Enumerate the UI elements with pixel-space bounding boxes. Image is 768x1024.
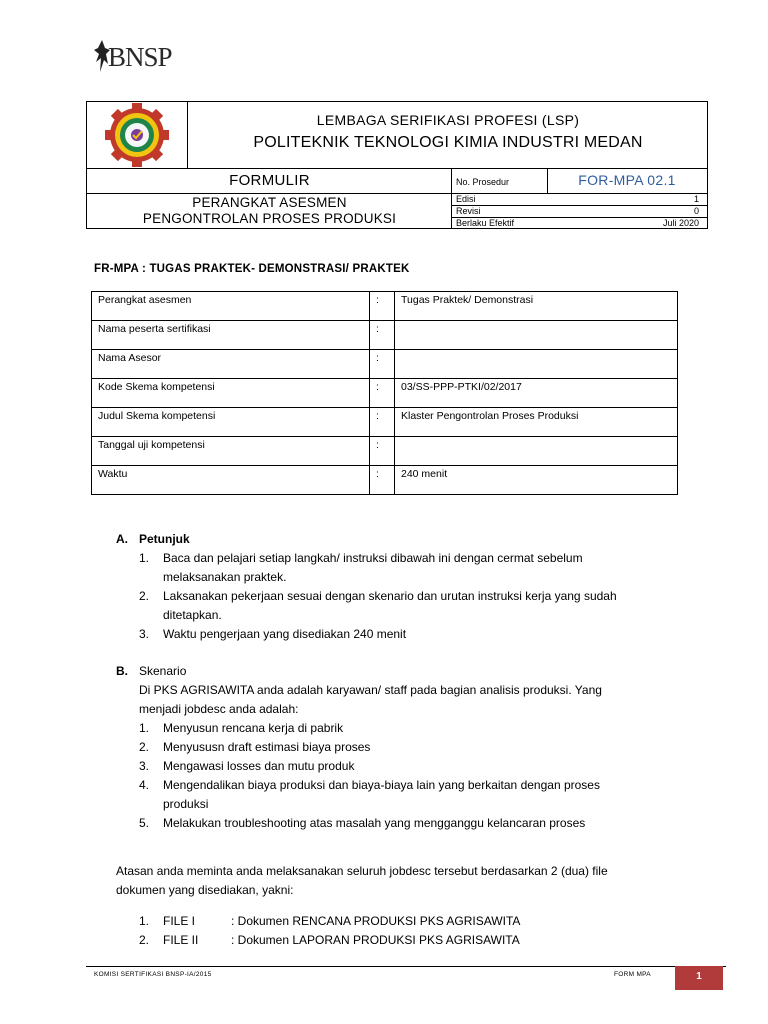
file-desc: : Dokumen RENCANA PRODUKSI PKS AGRISAWITA — [231, 914, 521, 928]
info-value — [395, 321, 678, 350]
doc-title-line2: PENGONTROLAN PROSES PRODUKSI — [142, 211, 397, 226]
page-number: 1 — [675, 966, 723, 990]
info-label: Nama Asesor — [92, 350, 370, 379]
section-b-title: Skenario — [139, 664, 187, 678]
info-value — [395, 350, 678, 379]
doc-title — [87, 195, 452, 227]
section-a-letter: A. — [116, 532, 128, 546]
list-item: 1. Baca dan pelajari setiap langkah/ instruksi dibawah ini dengan cermat sebelum melaksanakan praktek. — [139, 551, 583, 584]
file-name: FILE II — [163, 933, 199, 947]
info-value — [395, 437, 678, 466]
table-row — [92, 350, 678, 379]
form-title: FR-MPA : TUGAS PRAKTEK- DEMONSTRASI/ PRAKTEK — [94, 263, 410, 275]
meta-label-berlaku: Berlaku Efektif — [456, 218, 515, 228]
lsp-title: LEMBAGA SERIFIKASI PROFESI (LSP) — [316, 112, 580, 128]
info-label: Nama peserta sertifikasi — [92, 321, 370, 350]
table-row — [92, 379, 678, 408]
footer-left-text: KOMISI SERTIFIKASI BNSP-IA/2015 — [94, 971, 212, 978]
info-separator: : — [370, 379, 395, 408]
bnsp-logo-text: BNSP — [108, 42, 172, 72]
list-item: 3. Mengawasi losses dan mutu produk — [139, 759, 355, 773]
list-item: 2. Laksanakan pekerjaan sesuai dengan skenario dan urutan instruksi kerja yang sudah ditetapkan. — [139, 589, 617, 622]
list-item: 3. Waktu pengerjaan yang disediakan 240 menit — [139, 627, 407, 641]
files-list — [139, 912, 699, 950]
info-value: 240 menit — [395, 466, 678, 495]
lsp-logo — [87, 102, 188, 168]
table-row — [92, 408, 678, 437]
skenario-intro: Di PKS AGRISAWITA anda adalah karyawan/ staff pada bagian analisis produksi. Yang menjadi jobdesc anda adalah: — [139, 683, 602, 716]
meta-label-revisi: Revisi — [456, 206, 481, 216]
document-header — [86, 101, 708, 229]
info-separator: : — [370, 408, 395, 437]
info-value: Tugas Praktek/ Demonstrasi — [395, 292, 678, 321]
info-label: Perangkat asesmen — [92, 292, 370, 321]
procedure-label: No. Prosedur — [456, 177, 510, 187]
skenario-list — [139, 719, 699, 833]
info-separator: : — [370, 321, 395, 350]
meta-value-revisi: 0 — [693, 206, 699, 216]
procedure-code: FOR-MPA 02.1 — [578, 172, 676, 188]
section-b-letter: B. — [116, 664, 128, 678]
meta-label-edisi: Edisi — [456, 194, 476, 204]
info-separator: : — [370, 466, 395, 495]
info-label: Waktu — [92, 466, 370, 495]
doc-title-line1: PERANGKAT ASESMEN — [192, 195, 347, 210]
form-label: FORMULIR — [229, 172, 310, 189]
info-table — [91, 291, 678, 495]
info-label: Kode Skema kompetensi — [92, 379, 370, 408]
meta-value-berlaku: Juli 2020 — [662, 218, 699, 228]
closing-paragraph: Atasan anda meminta anda melaksanakan seluruh jobdesc tersebut berdasarkan 2 (dua) file dokumen yang disediakan, yakni: — [116, 864, 608, 897]
info-label: Judul Skema kompetensi — [92, 408, 370, 437]
info-separator: : — [370, 437, 395, 466]
table-row — [92, 466, 678, 495]
info-value: Klaster Pengontrolan Proses Produksi — [395, 408, 678, 437]
list-item: 5. Melakukan troubleshooting atas masalah yang mengganggu kelancaran proses — [139, 816, 586, 830]
list-item: 4. Mengendalikan biaya produksi dan biaya-biaya lain yang berkaitan dengan proses produksi — [139, 778, 600, 811]
list-item: 2. Menyususn draft estimasi biaya proses — [139, 740, 371, 754]
footer-divider — [86, 966, 726, 967]
info-separator: : — [370, 292, 395, 321]
lsp-gear-emblem-icon — [87, 102, 188, 168]
list-item: 2. FILE II : Dokumen LAPORAN PRODUKSI PKS AGRISAWITA — [139, 931, 699, 950]
info-label: Tanggal uji kompetensi — [92, 437, 370, 466]
section-a-title: Petunjuk — [139, 532, 190, 546]
institution-name: POLITEKNIK TEKNOLOGI KIMIA INDUSTRI MEDAN — [253, 134, 643, 151]
bnsp-logo — [92, 38, 182, 78]
info-value: 03/SS-PPP-PTKI/02/2017 — [395, 379, 678, 408]
file-name: FILE I — [163, 914, 196, 928]
table-row — [92, 437, 678, 466]
list-item: 1. FILE I : Dokumen RENCANA PRODUKSI PKS AGRISAWITA — [139, 912, 699, 931]
list-item: 1. Menyusun rencana kerja di pabrik — [139, 721, 344, 735]
meta-value-edisi: 1 — [693, 194, 699, 204]
petunjuk-list — [139, 549, 699, 644]
file-desc: : Dokumen LAPORAN PRODUKSI PKS AGRISAWITA — [231, 933, 520, 947]
table-row — [92, 321, 678, 350]
footer-form-label: FORM MPA — [614, 971, 651, 978]
table-row — [92, 292, 678, 321]
info-separator: : — [370, 350, 395, 379]
